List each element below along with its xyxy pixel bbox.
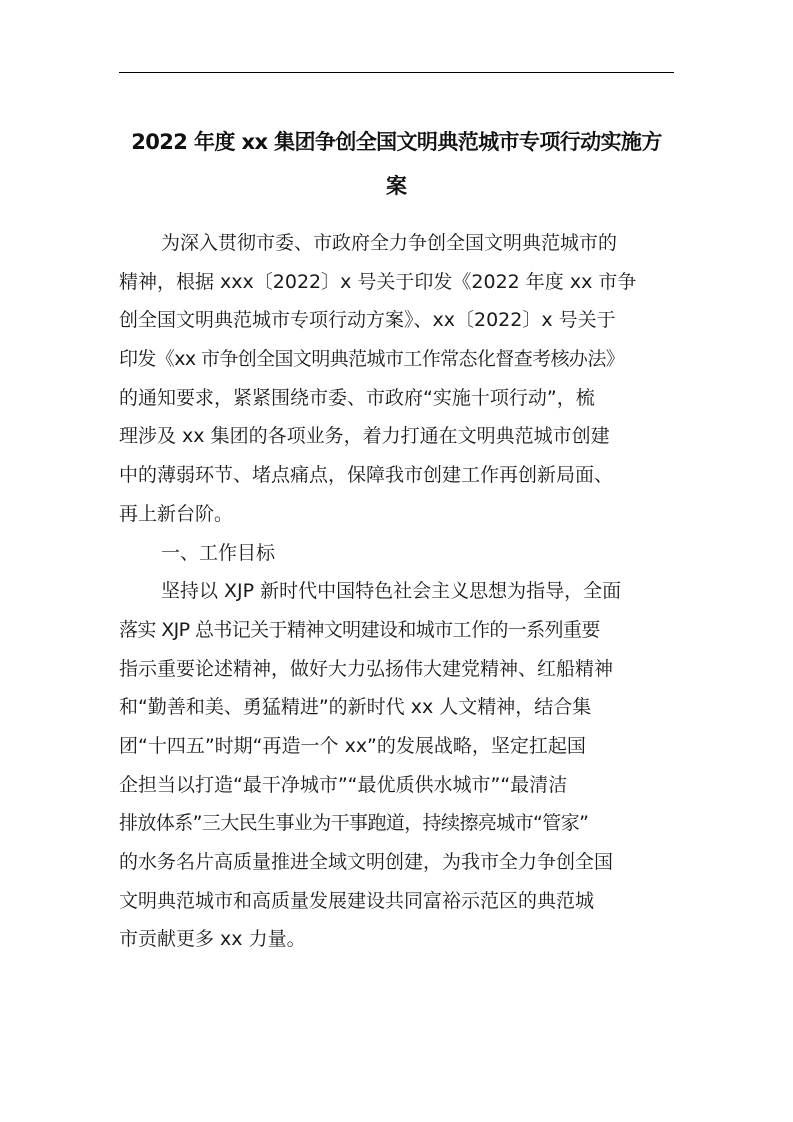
title-line-1: 2022 年度 xx 集团争创全国文明典范城市专项行动实施方	[131, 130, 662, 154]
paragraph-2-line-3: 指示重要论述精神，做好大力弘扬伟大建党精神、红船精神	[119, 657, 614, 680]
paragraph-2-line-4: 和“勤善和美、勇猛精进”的新时代 xx 人文精神，结合集	[119, 696, 592, 719]
paragraph-2-line-9: 文明典范城市和高质量发展建设共同富裕示范区的典范城	[119, 889, 595, 912]
document-body	[119, 224, 674, 959]
paragraph-1-line-4: 印发《xx 市争创全国文明典范城市工作常态化督查考核办法》	[119, 348, 625, 371]
section-heading-work-goals: 一、工作目标	[161, 541, 276, 564]
header-rule	[119, 72, 674, 73]
paragraph-1-line-6: 理涉及 xx 集团的各项业务，着力打通在文明典范城市创建	[119, 425, 610, 448]
paragraph-1-line-1: 为深入贯彻市委、市政府全力争创全国文明典范城市的	[161, 232, 618, 254]
paragraph-2-line-8: 的水务名片高质量推进全域文明创建，为我市全力争创全国	[119, 851, 614, 873]
title-line-2: 案	[386, 174, 407, 198]
paragraph-1-line-5: 的通知要求，紧紧围绕市委、市政府“实施十项行动”，梳	[119, 386, 595, 409]
paragraph-1-line-3: 创全国文明典范城市专项行动方案》、xx〔2022〕x 号关于	[119, 309, 616, 332]
document-title	[119, 120, 674, 208]
paragraph-2-line-6: 企担当以打造“最干净城市”“最优质供水城市”“最清洁	[119, 773, 568, 796]
paragraph-2-line-1: 坚持以 XJP 新时代中国特色社会主义思想为指导，全面	[161, 580, 622, 603]
paragraph-2-line-5: 团“十四五”时期“再造一个 xx”的发展战略，坚定扛起国	[119, 734, 586, 757]
paragraph-1-line-7: 中的薄弱环节、堵点痛点，保障我市创建工作再创新局面、	[119, 464, 614, 487]
paragraph-2-line-2: 落实 XJP 总书记关于精神文明建设和城市工作的一系列重要	[119, 618, 600, 641]
paragraph-2-line-7: 排放体系”三大民生事业为干事跑道，持续擦亮城市“管家”	[119, 812, 589, 835]
paragraph-1-line-8: 再上新台阶。	[119, 502, 234, 525]
paragraph-1-line-2: 精神，根据 xxx〔2022〕x 号关于印发《2022 年度 xx 市争	[119, 270, 637, 293]
paragraph-2-line-10: 市贡献更多 xx 力量。	[119, 928, 306, 951]
